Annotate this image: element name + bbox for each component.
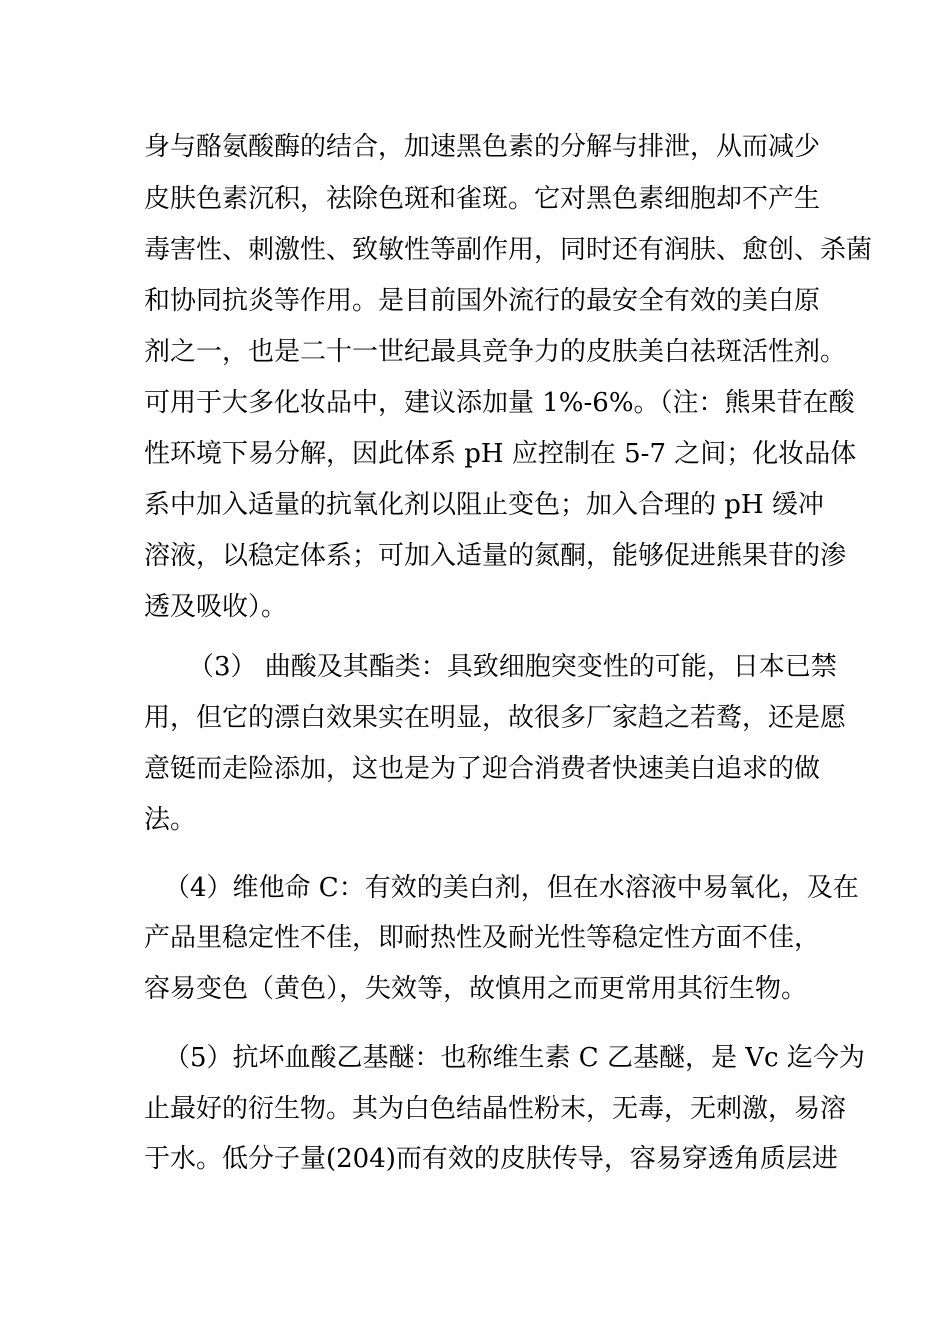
text-line-18: （5）抗坏血酸乙基醚：也称维生素 C 乙基醚，是 Vc 迄今为 [164, 1043, 865, 1073]
text-line-3: 毒害性、刺激性、致敏性等副作用，同时还有润肤、愈创、杀菌 [144, 235, 873, 265]
text-line-8: 系中加入适量的抗氧化剂以阻止变色；加入合理的 pH 缓冲 [144, 490, 824, 520]
text-line-19: 止最好的衍生物。其为白色结晶性粉末，无毒，无刺激，易溶 [144, 1094, 847, 1124]
text-line-10: 透及吸收）。 [144, 592, 288, 622]
text-line-12: 用，但它的漂白效果实在明显，故很多厂家趋之若鹜，还是愿 [144, 703, 847, 733]
text-line-16: 产品里稳定性不佳，即耐热性及耐光性等稳定性方面不佳， [144, 923, 821, 953]
text-line-2: 皮肤色素沉积，祛除色斑和雀斑。它对黑色素细胞却不产生 [144, 184, 821, 214]
text-line-20: 于水。低分子量(204)而有效的皮肤传导，容易穿透角质层进 [144, 1144, 838, 1174]
text-line-5: 剂之一，也是二十一世纪最具竞争力的皮肤美白祛斑活性剂。 [144, 337, 847, 367]
text-line-11: （3） 曲酸及其酯类：具致细胞突变性的可能，日本已禁 [188, 652, 837, 682]
text-line-7: 性环境下易分解，因此体系 pH 应控制在 5-7 之间；化妆品体 [144, 439, 857, 469]
text-line-4: 和协同抗炎等作用。是目前国外流行的最安全有效的美白原 [144, 286, 821, 316]
text-line-9: 溶液，以稳定体系；可加入适量的氮酮，能够促进熊果苷的渗 [144, 541, 847, 571]
text-line-15: （4）维他命 C：有效的美白剂，但在水溶液中易氧化，及在 [164, 873, 859, 903]
text-line-14: 法。 [144, 805, 197, 835]
text-line-13: 意铤而走险添加，这也是为了迎合消费者快速美白追求的做 [144, 754, 821, 784]
text-line-6: 可用于大多化妆品中，建议添加量 1%-6%。（注：熊果苷在酸 [144, 388, 855, 418]
text-line-1: 身与酪氨酸酶的结合，加速黑色素的分解与排泄，从而减少 [144, 132, 821, 162]
text-line-17: 容易变色（黄色），失效等，故慎用之而更常用其衍生物。 [144, 974, 808, 1004]
